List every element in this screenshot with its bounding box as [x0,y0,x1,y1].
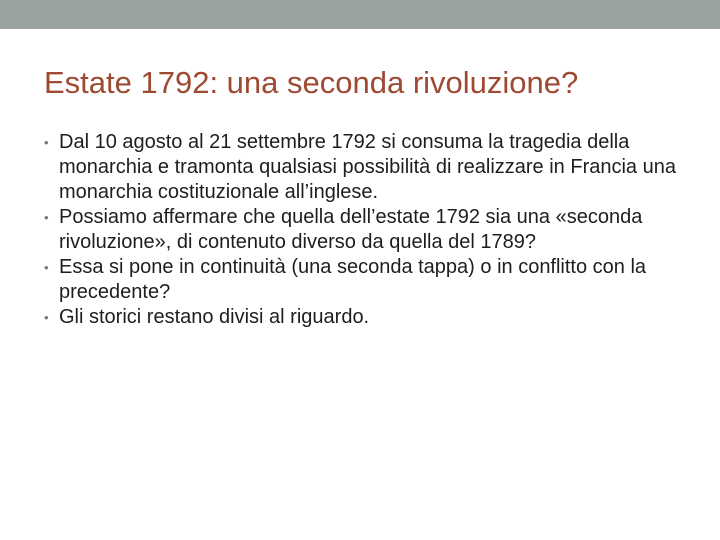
slide-title: Estate 1792: una seconda rivoluzione? [44,65,579,100]
bullet-dot-icon: • [44,310,49,325]
bullet-item [44,130,684,205]
bullet-dot-icon: • [44,210,49,225]
bullet-item [44,205,684,255]
bullet-item [44,255,684,305]
bullet-text: Essa si pone in continuità (una seconda tappa) o in conflitto con la precedente? [59,256,647,303]
bullet-text: Gli storici restano divisi al riguardo. [59,306,370,328]
bullet-dot-icon: • [44,260,49,275]
top-color-band [0,0,720,29]
bullet-text: Dal 10 agosto al 21 settembre 1792 si consuma la tragedia della monarchia e tramonta qualsiasi possibilità di realizzare in Francia una monarchia costituzionale all’inglese. [59,131,676,203]
bullet-dot-icon: • [44,135,49,150]
bullet-text: Possiamo affermare che quella dell’estate 1792 sia una «seconda rivoluzione», di contenuto diverso da quella del 1789? [59,206,643,253]
bullet-item [44,305,684,330]
bullet-list [44,130,684,330]
